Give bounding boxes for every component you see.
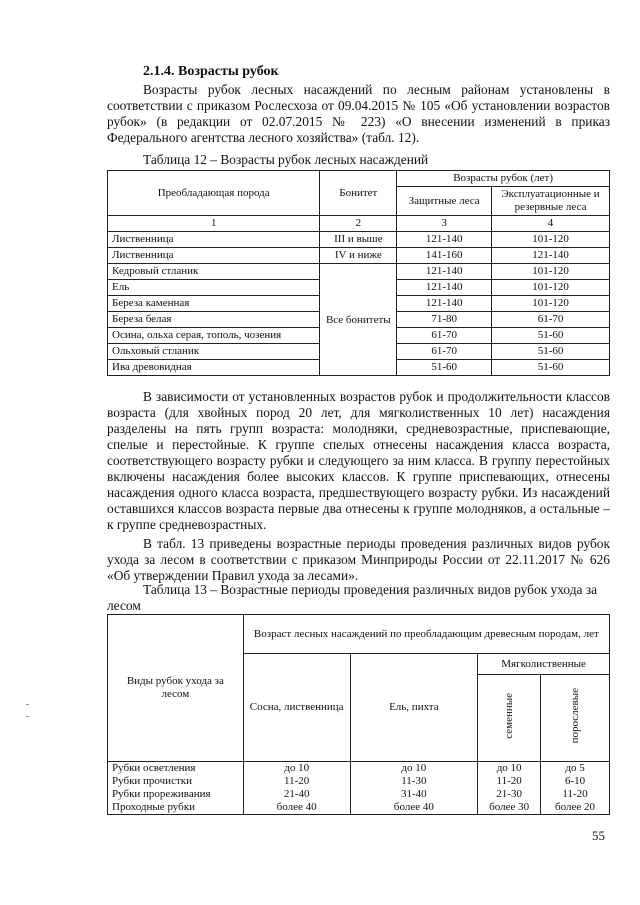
table-13 [107,614,610,815]
table13-caption: Таблица 13 – Возрастные периоды проведения различных видов рубок ухода за лесом [107,582,598,613]
header-softwood: Мягколиственные [478,654,610,675]
cell-exploitation: 51-60 [492,328,610,344]
cell-seed: 11-20 [478,775,541,788]
cell-protective: 51-60 [397,360,492,376]
scan-mark [26,704,29,705]
cell-species: Ольховый стланик [108,344,320,360]
header-forest-age: Возраст лесных насаждений по преобладающим древесным породам, лет [243,615,609,654]
cell-seed: до 10 [478,762,541,776]
cell-pine: более 40 [243,801,350,815]
cell-protective: 121-140 [397,232,492,248]
table-row [108,248,610,264]
cell-species: Береза каменная [108,296,320,312]
col-number: 2 [320,216,397,232]
cell-pine: 11-20 [243,775,350,788]
cell-coppice: более 20 [541,801,610,815]
header-exploitation: Эксплуатационные и резервные леса [492,187,610,216]
table-row [108,801,610,815]
cell-exploitation: 101-120 [492,280,610,296]
paragraph-age-groups: В зависимости от установленных возрастов рубок и продолжительности классов возраста (для хвойных пород 20 лет, для мягколиственных 10 лет) насаждения разделены на пять групп возраста: молодняки, средневозрастные, приспевающие, спелые и перестойные. К группе спелых отнесены насаждения класса возраста, соответствующего возрасту рубки и следующего за ним класса. В группу перестойных включены насаждения более высоких классов. К группе приспевающих, отнесены насаждения одного класса возраста, предшествующего возрасту рубки. Из насаждений оставшихся классов возраста первые два отнесены к группе молодняков, а остальные – к группе средневозрастных. [107,389,610,532]
cell-species: Осина, ольха серая, тополь, чозения [108,328,320,344]
cell-spruce: 11-30 [350,775,478,788]
cell-exploitation: 101-120 [492,264,610,280]
cell-coppice: 6-10 [541,775,610,788]
cell-spruce: более 40 [350,801,478,815]
cell-protective: 61-70 [397,328,492,344]
cell-cutting-type: Рубки прочистки [108,775,244,788]
cell-species: Ель [108,280,320,296]
coppice-origin-label: порослевые [568,688,581,744]
cell-exploitation: 51-60 [492,344,610,360]
cell-protective: 61-70 [397,344,492,360]
cell-all-bonitets: Все бонитеты [320,264,397,376]
cell-pine: 21-40 [243,788,350,801]
cell-spruce: 31-40 [350,788,478,801]
paragraph-thinning: В табл. 13 приведены возрастные периоды проведения различных видов рубок ухода за лесом в соответствии с приказом Минприроды России от 22.11.2017 № 626 «Об утверждении Правил ухода за лесами». [107,536,610,583]
table-row [108,232,610,248]
header-protective: Защитные леса [397,187,492,216]
cell-protective: 121-140 [397,296,492,312]
col-number: 4 [492,216,610,232]
table-row [108,788,610,801]
cell-seed: более 30 [478,801,541,815]
cell-coppice: 11-20 [541,788,610,801]
table-row [108,264,610,280]
cell-exploitation: 51-60 [492,360,610,376]
header-spruce-fir: Ель, пихта [350,654,478,762]
header-cutting-types: Виды рубок ухода за лесом [108,615,244,762]
header-cutting-ages: Возрасты рубок (лет) [397,171,610,187]
table-row [108,762,610,776]
table12-caption: Таблица 12 – Возрасты рубок лесных насаждений [143,152,429,167]
cell-cutting-type: Проходные рубки [108,801,244,815]
col-number: 1 [108,216,320,232]
header-coppice-origin [541,675,610,762]
cell-coppice: до 5 [541,762,610,776]
cell-cutting-type: Рубки осветления [108,762,244,776]
cell-bonitet: III и выше [320,232,397,248]
cell-exploitation: 61-70 [492,312,610,328]
table-12 [107,170,610,376]
cell-species: Кедровый стланик [108,264,320,280]
cell-spruce: до 10 [350,762,478,776]
col-number: 3 [397,216,492,232]
cell-exploitation: 101-120 [492,232,610,248]
paragraph-intro: Возрасты рубок лесных насаждений по лесным районам установлены в соответствии с приказом Рослесхоза от 09.04.2015 № 105 «Об установлении возрастов рубок» (в редакции от 02.07.2015 № 223) «О внесении изменений в приказ Федерального агентства лесного хозяйства» (табл. 12). [107,82,610,145]
cell-cutting-type: Рубки прореживания [108,788,244,801]
cell-species: Береза белая [108,312,320,328]
page-number: 55 [592,828,605,843]
cell-protective: 121-140 [397,264,492,280]
cell-pine: до 10 [243,762,350,776]
cell-seed: 21-30 [478,788,541,801]
section-heading: 2.1.4. Возрасты рубок [143,64,279,79]
cell-protective: 121-140 [397,280,492,296]
cell-protective: 71-80 [397,312,492,328]
table-row [108,775,610,788]
cell-species: Ива древовидная [108,360,320,376]
cell-species: Лиственница [108,248,320,264]
seed-origin-label: семенные [502,693,515,739]
scan-mark [26,716,29,717]
header-species: Преобладающая порода [108,171,320,216]
header-bonitet: Бонитет [320,171,397,216]
cell-protective: 141-160 [397,248,492,264]
cell-exploitation: 121-140 [492,248,610,264]
cell-bonitet: IV и ниже [320,248,397,264]
cell-exploitation: 101-120 [492,296,610,312]
header-seed-origin [478,675,541,762]
cell-species: Лиственница [108,232,320,248]
header-pine-larch: Сосна, лиственница [243,654,350,762]
